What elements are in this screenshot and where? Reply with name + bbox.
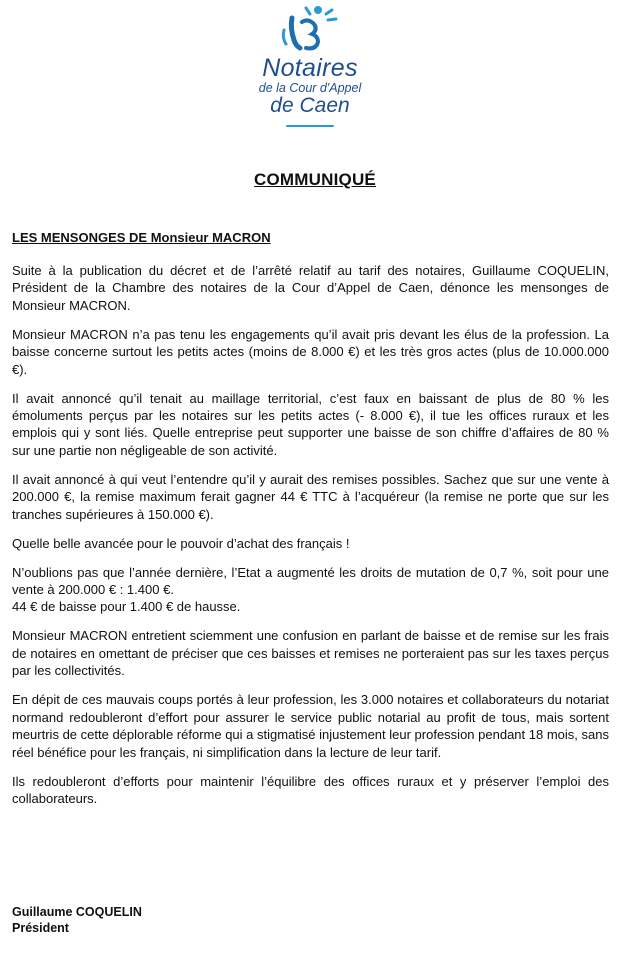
paragraph: Ils redoubleront d’efforts pour maintenir l’équilibre des offices ruraux et y préserver l’emploi des collaborateurs.: [12, 773, 609, 806]
page-title: COMMUNIQUÉ: [254, 170, 376, 189]
paragraph: Suite à la publication du décret et de l’arrêté relatif au tarif des notaires, Guillaume COQUELIN, Président de la Chambre des notaires de la Cour d’Appel de Caen, dénonce les mensonges de Monsieur MACRON.: [12, 263, 609, 313]
logo-line-1: Notaires: [262, 54, 358, 82]
paragraph: Il avait annoncé qu’il tenait au maillage territorial, c’est faux en baissant de plus de 80 % les émoluments perçus par les notaires sur les petits actes (- 8.000 €), il tue les offices ruraux et les emplois qui y sont liés. Quelle entreprise peut supporter une baisse de son chiffre d’affaires de 80 % sur une partie non négligeable de son activité.: [12, 390, 609, 458]
paragraph: Monsieur MACRON n’a pas tenu les engagements qu’il avait pris devant les élus de la profession. La baisse concerne surtout les petits actes (moins de 8.000 €) et les très gros actes (plus de 10.000.000 €).: [12, 326, 609, 377]
paragraph: Il avait annoncé à qui veut l’entendre qu’il y aurait des remises possibles. Sachez que sur une vente à 200.000 €, la remise maximum ferait gagner 44 € TTC à l’acquéreur (la remise ne porte que sur les tranches supérieures à 150.000 €).: [12, 471, 609, 522]
logo-underline: [286, 125, 334, 127]
signature-role: Président: [12, 921, 69, 935]
paragraph: En dépit de ces mauvais coups portés à leur profession, les 3.000 notaires et collaborateurs du notariat normand redoubleront d’effort pour assurer le service public notarial au profit de tous, mais sortent meurtris de cette déplorable réforme qui a stigmatisé injustement leur profession pendant 18 mois, sans réel bénéfice pour les français, ni simplification dans la lecture de leur tarif.: [12, 692, 609, 760]
paragraph: 44 € de baisse pour 1.400 € de hausse.: [12, 599, 241, 615]
subject-heading: LES MENSONGES DE Monsieur MACRON: [12, 230, 271, 245]
communique-body: [12, 262, 609, 819]
signature-block: [12, 904, 142, 936]
logo-line-2: de la Cour d'Appel: [258, 81, 362, 95]
paragraph: Quelle belle avancée pour le pouvoir d’achat des français !: [12, 535, 350, 551]
logo-line-3: de Caen: [270, 93, 350, 117]
notaires-emblem-icon: [278, 4, 342, 56]
paragraph: N’oublions pas que l’année dernière, l’Etat a augmenté les droits de mutation de 0,7 %, soit pour une vente à 200.000 € : 1.400 €.: [12, 564, 609, 598]
logo-text: [240, 56, 380, 116]
logo: [240, 4, 380, 128]
paragraph: Monsieur MACRON entretient sciemment une confusion en parlant de baisse et de remise sur les frais de notaires en omettant de préciser que ces baisses et remises ne porteraient pas sur les taxes perçus par les collectivités.: [12, 628, 609, 679]
signature-name: Guillaume COQUELIN: [12, 905, 142, 919]
